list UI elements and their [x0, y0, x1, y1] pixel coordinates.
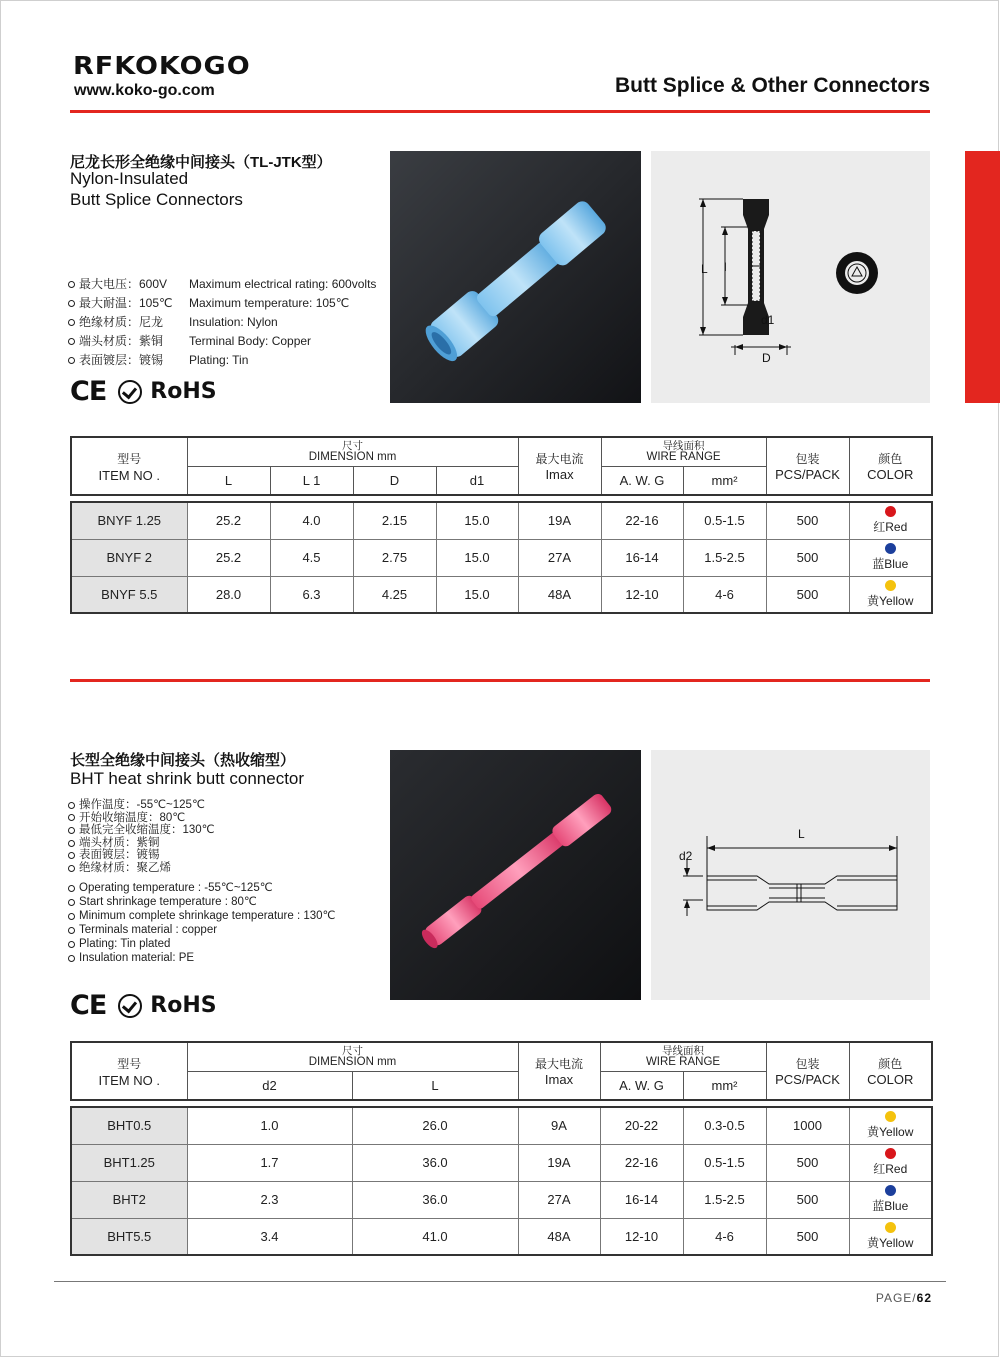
bullet-icon [68, 852, 75, 859]
page-number: PAGE/62 [875, 1291, 932, 1305]
table-row: BHT5.5 3.4 41.0 48A 12-10 4-6 500 黄Yellow [71, 1218, 932, 1255]
heat-shrink-connector-photo [390, 750, 641, 1000]
bullet-icon [68, 927, 75, 934]
header-item: 型号 ITEM NO . [71, 437, 187, 495]
dimension-drawing [651, 151, 930, 403]
header-mm2: mm² [683, 466, 766, 495]
header-dim-L: L [187, 466, 270, 495]
header-current: 最大电流 Imax [518, 1042, 600, 1100]
header-mm2: mm² [683, 1071, 766, 1100]
color-dot-icon [885, 1185, 896, 1196]
bullet-icon [68, 840, 75, 847]
spec-row: 开始收缩温度：80℃ [68, 812, 215, 825]
table-row: BHT2 2.3 36.0 27A 16-14 1.5-2.5 500 蓝Blue [71, 1181, 932, 1218]
spec-row: Minimum complete shrinkage temperature : 130℃ [68, 909, 335, 923]
color-cell: 黄Yellow [849, 1107, 932, 1144]
color-dot-icon [885, 1148, 896, 1159]
section2-title-en: BHT heat shrink butt connector [70, 769, 305, 788]
spec-row: 绝缘材质：尼龙 Insulation: Nylon [68, 313, 376, 332]
spec-row: 最大耐温：105℃ Maximum temperature: 105℃ [68, 294, 376, 313]
bullet-icon [68, 814, 75, 821]
section1-title-cn: 尼龙长形全绝缘中间接头（TL-JTK型） [70, 154, 332, 171]
header-color: 颜色 COLOR [849, 437, 932, 495]
footer-divider [54, 1281, 946, 1282]
bullet-icon [68, 865, 75, 872]
dimension-drawing [651, 750, 930, 1000]
header-divider [70, 110, 930, 113]
sgs-check-icon [118, 994, 142, 1018]
spec-row: 端头材质：紫铜 [68, 837, 215, 850]
section1-table-body [70, 501, 933, 614]
bullet-icon [68, 338, 75, 345]
header-pack: 包装 PCS/PACK [766, 1042, 849, 1100]
spec-row: 表面镀层：镀锡 [68, 849, 215, 862]
header-awg: A. W. G [601, 466, 683, 495]
spec-row: 最大电压：600V Maximum electrical rating: 600volts [68, 275, 376, 294]
bullet-icon [68, 319, 75, 326]
label-D: D [762, 351, 771, 365]
section2-table-body [70, 1106, 933, 1256]
color-cell: 红Red [849, 502, 932, 539]
table-row: BNYF 2 25.2 4.5 2.75 15.0 27A 16-14 1.5-2.5 500 蓝Blue [71, 539, 932, 576]
bullet-icon [68, 913, 75, 920]
color-cell: 黄Yellow [849, 1218, 932, 1255]
color-cell: 蓝Blue [849, 1181, 932, 1218]
label-l: l [724, 260, 727, 274]
spec-row: Operating temperature : -55℃~125℃ [68, 881, 335, 895]
header-pack: 包装 PCS/PACK [766, 437, 849, 495]
color-cell: 红Red [849, 1144, 932, 1181]
header-wire-range: 导线面积 WIRE RANGE [601, 437, 766, 466]
rohs-mark: RoHS [150, 379, 217, 404]
spec-row: 绝缘材质：聚乙烯 [68, 862, 215, 875]
color-dot-icon [885, 1222, 896, 1233]
header-dimension: 尺寸 DIMENSION mm [187, 437, 518, 466]
bullet-icon [68, 827, 75, 834]
spec-row: Insulation material: PE [68, 951, 335, 965]
nylon-connector-drawing [651, 151, 930, 403]
ce-mark: CE [70, 990, 107, 1021]
bullet-icon [68, 885, 75, 892]
table-row: BHT0.5 1.0 26.0 9A 20-22 0.3-0.5 1000 黄Yellow [71, 1107, 932, 1144]
color-dot-icon [885, 543, 896, 554]
table-row: BNYF 5.5 28.0 6.3 4.25 15.0 48A 12-10 4-6 500 黄Yellow [71, 576, 932, 613]
label-d2: d2 [679, 849, 693, 863]
spec-row: 表面镀层：镀锡 Plating: Tin [68, 351, 376, 370]
label-L: L [798, 827, 805, 841]
bullet-icon [68, 955, 75, 962]
bullet-icon [68, 941, 75, 948]
category-title: Butt Splice & Other Connectors [614, 74, 930, 97]
header-dim-L: L [352, 1071, 518, 1100]
bullet-icon [68, 357, 75, 364]
color-dot-icon [885, 1111, 896, 1122]
table-row: BNYF 1.25 25.2 4.0 2.15 15.0 19A 22-16 0.5-1.5 500 红Red [71, 502, 932, 539]
label-d1: d1 [761, 313, 775, 327]
rohs-mark: RoHS [150, 993, 217, 1018]
spec-row: 操作温度：-55℃~125℃ [68, 799, 215, 812]
bullet-icon [68, 802, 75, 809]
header-dimension: 尺寸 DIMENSION mm [187, 1042, 518, 1071]
header-color: 颜色 COLOR [849, 1042, 932, 1100]
section2-specs-cn [68, 799, 215, 875]
sgs-check-icon [118, 380, 142, 404]
header-dim-d1: d1 [436, 466, 518, 495]
header-wire-range: 导线面积 WIRE RANGE [600, 1042, 766, 1071]
spec-row: Start shrinkage temperature : 80℃ [68, 895, 335, 909]
spec-row: Plating: Tin plated [68, 937, 335, 951]
section2-table-header [70, 1041, 933, 1101]
header-dim-D: D [353, 466, 436, 495]
brand-logo: RFKOKOGO [73, 52, 251, 81]
color-dot-icon [885, 506, 896, 517]
side-tab [965, 151, 1000, 403]
color-cell: 蓝Blue [849, 539, 932, 576]
website-url[interactable]: www.koko-go.com [74, 82, 215, 99]
spec-row: 最低完全收缩温度：130℃ [68, 824, 215, 837]
section1-specs [68, 275, 376, 370]
bullet-icon [68, 899, 75, 906]
label-L: L [701, 262, 708, 276]
header-awg: A. W. G [600, 1071, 683, 1100]
spec-row: 端头材质：紫铜 Terminal Body: Copper [68, 332, 376, 351]
section1-title-en-1: Nylon-Insulated [70, 169, 189, 188]
section2-title-cn: 长型全绝缘中间接头（热收缩型） [70, 752, 296, 769]
section-divider [70, 679, 930, 682]
section2-specs-en [68, 881, 335, 965]
header-current: 最大电流 Imax [518, 437, 601, 495]
section1-certifications [70, 376, 217, 407]
color-dot-icon [885, 580, 896, 591]
color-cell: 黄Yellow [849, 576, 932, 613]
blue-connector-image [390, 151, 641, 403]
table-row: BHT1.25 1.7 36.0 19A 22-16 0.5-1.5 500 红Red [71, 1144, 932, 1181]
heat-shrink-connector-drawing [651, 750, 930, 1000]
header-dim-L1: L 1 [270, 466, 353, 495]
bullet-icon [68, 281, 75, 288]
bullet-icon [68, 300, 75, 307]
red-connector-image [390, 750, 641, 1000]
section2-certifications [70, 990, 217, 1021]
header-item: 型号 ITEM NO . [71, 1042, 187, 1100]
header-dim-d2: d2 [187, 1071, 352, 1100]
nylon-connector-photo [390, 151, 641, 403]
section1-title-en-2: Butt Splice Connectors [70, 190, 243, 209]
ce-mark: CE [70, 376, 107, 407]
section1-table-header [70, 436, 933, 496]
spec-row: Terminals material : copper [68, 923, 335, 937]
